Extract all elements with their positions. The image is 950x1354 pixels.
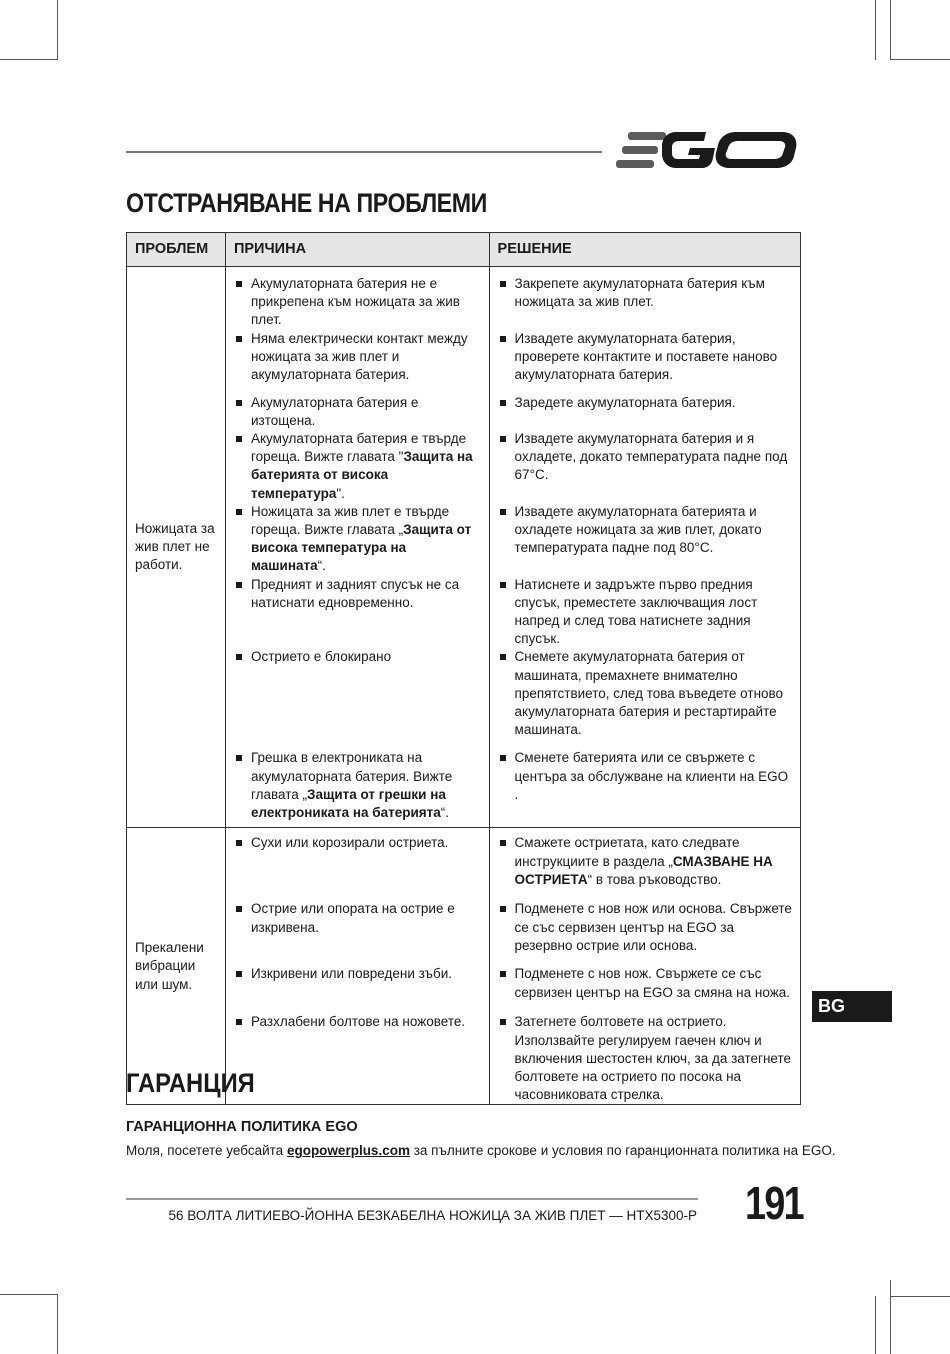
cause-cell [225, 900, 489, 965]
column-header-solution: РЕШЕНИЕ [489, 233, 800, 267]
footer-product-line: 56 ВОЛТА ЛИТИЕВО-ЙОННА БЕЗКАБЕЛНА НОЖИЦА ЗА ЖИВ ПЛЕТ — HTX5300-P [168, 1208, 697, 1223]
section-reference: СМАЗВАНЕ НА ОСТРИЕТА [514, 853, 773, 887]
cause-cell [225, 576, 489, 649]
solution-item: Подменете с нов нож или основа. Свържете се със сервизен център на EGO за резервно острие или основа. [490, 900, 800, 955]
crop-mark [875, 0, 876, 60]
crop-mark [57, 0, 58, 60]
solution-item: Снемете акумулаторната батерия от машината, премахнете внимателно препятствието, след това въведете отново акумулаторната батерия и рестартирайте машината. [490, 648, 800, 739]
chapter-reference: Защита от грешки на електрониката на батерията [250, 786, 446, 821]
solution-cell [489, 267, 800, 330]
cause-cell [225, 503, 489, 576]
crop-mark [890, 0, 891, 60]
cause-item: Разхлабени болтове на ножовете. [226, 1013, 489, 1031]
solution-cell [489, 648, 800, 749]
cause-text: Акумулаторната батерия е твърде гореща. Вижте главата " [250, 431, 467, 465]
table-row [127, 900, 801, 965]
solution-cell [489, 430, 800, 503]
solution-item: Извадете акумулаторната батерията и охладете ножицата за жив плет, докато температурата падне под 80°C. [490, 503, 800, 558]
solution-item: Закрепете акумулаторната батерия към ножицата за жив плет. [490, 275, 800, 311]
cause-item: Изкривени или повредени зъби. [226, 965, 489, 983]
cause-item: Острието е блокирано [226, 648, 489, 666]
crop-mark [0, 59, 58, 60]
cause-cell [225, 430, 489, 503]
table-row [127, 267, 801, 330]
warranty-title: ГАРАНЦИЯ [126, 1068, 255, 1098]
cause-cell [225, 828, 489, 901]
problem-text: Ножицата за жив плет не работи. [135, 520, 215, 573]
crop-mark [57, 1294, 58, 1354]
cause-item [226, 430, 489, 503]
table-row [127, 430, 801, 503]
crop-mark [875, 1296, 876, 1354]
cause-item [226, 503, 489, 576]
cause-item: Акумулаторната батерия не е прикрепена към ножицата за жив плет. [226, 275, 489, 330]
warranty-text: за пълните срокове и условия по гаранционната политика на EGO. [409, 1143, 836, 1158]
header-rule [126, 151, 602, 153]
table-row [127, 828, 801, 901]
cause-cell [225, 267, 489, 330]
problem-text: Прекалени вибрации или шум. [135, 940, 204, 992]
table-row [127, 749, 801, 828]
solution-cell [489, 749, 800, 828]
cause-item: Няма електрически контакт между ножицата за жив плет и акумулаторната батерия. [226, 330, 489, 385]
solution-item [490, 834, 800, 889]
solution-cell [489, 394, 800, 430]
cause-cell [225, 749, 489, 828]
table-row [127, 394, 801, 430]
column-header-cause: ПРИЧИНА [225, 233, 489, 267]
cause-text: Грешка в електрониката на акумулаторната батерия. Вижте главата „ [250, 750, 453, 802]
solution-cell [489, 1013, 800, 1105]
problem-cell [127, 267, 226, 828]
section-title: ОТСТРАНЯВАНЕ НА ПРОБЛЕМИ [126, 188, 487, 218]
solution-cell [489, 330, 800, 394]
cause-item [226, 749, 489, 822]
crop-mark [890, 1296, 950, 1297]
cause-cell [225, 648, 489, 749]
cause-cell [225, 1013, 489, 1105]
solution-item: Заредете акумулаторната батерия. [490, 394, 800, 412]
cause-item: Сухи или корозирали остриета. [226, 834, 489, 852]
cause-text: Ножицата за жив плет е твърде гореща. Вижте главата „ [250, 503, 450, 538]
table-row [127, 576, 801, 649]
solution-cell [489, 576, 800, 649]
crop-mark [890, 59, 950, 60]
problem-cell [127, 828, 226, 1105]
chapter-reference: Защита на батерията от висока температура [250, 449, 473, 501]
cause-cell [225, 394, 489, 430]
ego-logo [614, 128, 804, 174]
cause-item: Предният и задният спусък не са натиснати едновременно. [226, 576, 489, 612]
table-row [127, 330, 801, 394]
cause-cell [225, 330, 489, 394]
solution-item: Натиснете и задръжте първо предния спусък, преместете заключващия лост напред и след това натиснете задния спусък. [490, 576, 800, 649]
table-row [127, 965, 801, 1013]
solution-item: Извадете акумулаторната батерия и я охладете, докато температурата падне под 67°C. [490, 430, 800, 485]
solution-text: “ в това ръководство. [587, 871, 722, 887]
footer-rule [126, 1198, 698, 1200]
chapter-reference: Защита от висока температура на машината [250, 522, 472, 574]
solution-text: Смажете остриетата, като следвате инструкциите в раздела „ [514, 835, 740, 869]
solution-cell [489, 900, 800, 965]
cause-item: Акумулаторната батерия е изтощена. [226, 394, 489, 430]
cause-text: ". [336, 485, 345, 501]
table-row [127, 648, 801, 749]
table-row [127, 503, 801, 576]
warranty-paragraph [126, 1143, 836, 1158]
cause-item: Острие или опората на острие е изкривена. [226, 900, 489, 936]
cause-cell [225, 965, 489, 1013]
solution-item: Извадете акумулаторната батерия, проверете контактите и поставете наново акумулаторната батерия. [490, 330, 800, 385]
solution-cell [489, 828, 800, 901]
crop-mark [0, 1294, 58, 1295]
solution-cell [489, 965, 800, 1013]
cause-text: “. [317, 558, 326, 574]
solution-item: Сменете батерията или се свържете с центъра за обслужване на клиенти на EGO . [490, 749, 800, 804]
table-header-row [127, 233, 801, 267]
cause-text: “. [440, 805, 450, 821]
crop-mark [890, 1280, 891, 1354]
language-tab: BG [812, 991, 892, 1022]
page-number: 191 [745, 1177, 804, 1229]
warranty-policy-title: ГАРАНЦИОННА ПОЛИТИКА EGO [126, 1119, 358, 1135]
troubleshooting-table [126, 232, 801, 1105]
solution-item: Подменете с нов нож. Свържете се със сервизен център на EGO за смяна на ножа. [490, 965, 800, 1001]
warranty-text: Моля, посетете уебсайта [126, 1143, 287, 1158]
website-link[interactable]: egopowerplus.com [286, 1143, 410, 1158]
column-header-problem: ПРОБЛЕМ [127, 233, 226, 267]
solution-item: Затегнете болтовете на острието. Използвайте регулируем гаечен ключ и включения шестостен ключ, за да затегнете болтовете на острието по посока на часовниковата стрелка. [490, 1013, 800, 1104]
solution-cell [489, 503, 800, 576]
